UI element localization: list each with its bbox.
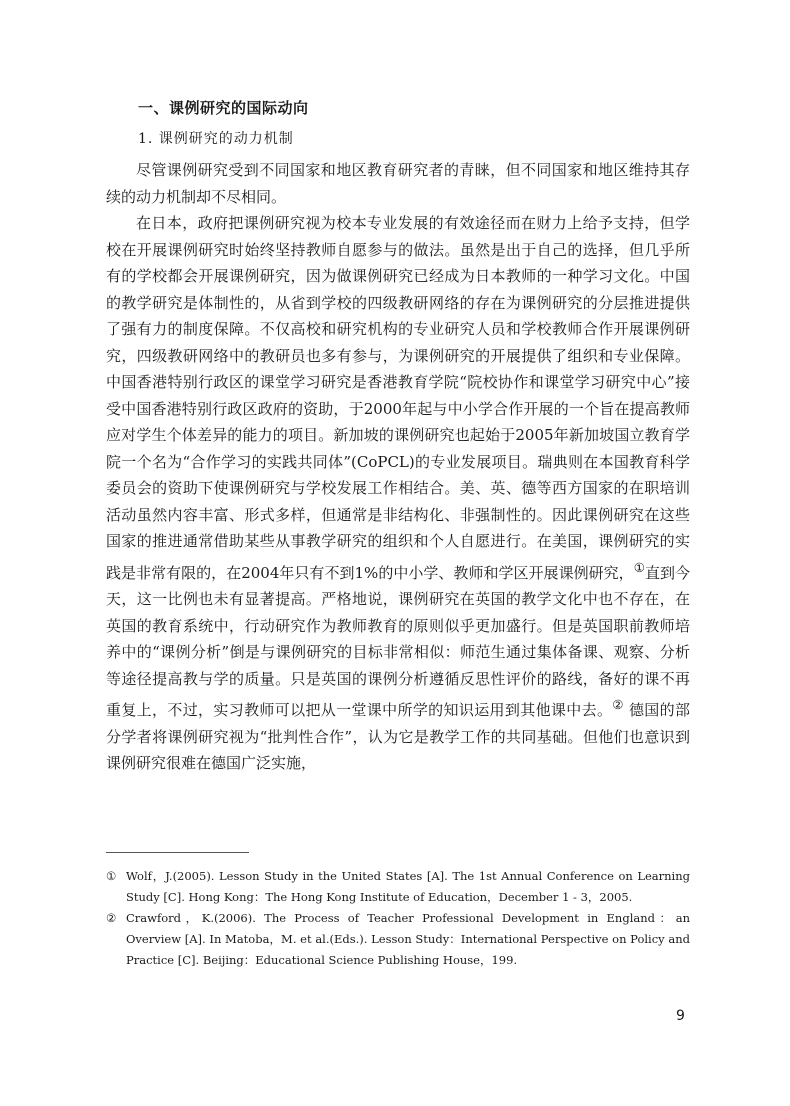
paragraph <box>106 157 690 210</box>
footnote <box>106 866 690 908</box>
paragraph-text: 尽管课例研究受到不同国家和地区教育研究者的青睐，但不同国家和地区维持其存续的动力机制却不尽相同。 <box>106 161 690 206</box>
paragraph <box>106 210 690 777</box>
footnote-text: Crawford，K.(2006). The Process of Teacher Professional Development in England：an Overview [A]. In Matoba，M. et al.(Eds.). Lesson Study：International Perspective on Policy and Practice [C]. Beijing：Educational Science Publishing House，199. <box>126 911 690 967</box>
paragraph-text: 在日本，政府把课例研究视为校本专业发展的有效途径而在财力上给予支持，但学校在开展课例研究时始终坚持教师自愿参与的做法。虽然是出于自己的选择，但几乎所有的学校都会开展课例研究，因为做课例研究已经成为日本教师的一种学习文化。中国的教学研究是体制性的，从省到学校的四级教研网络的存在为课例研究的分层推进提供了强有力的制度保障。不仅高校和研究机构的专业研究人员和学校教师合作开展课例研究，四级教研网络中的教研员也多有参与，为课例研究的开展提供了组织和专业保障。中国香港特别行政区的课堂学习研究是香港教育学院“院校协作和课堂学习研究中心”接受中国香港特别行政区政府的资助，于2000年起与中小学合作开展的一个旨在提高教师应对学生个体差异的能力的项目。新加坡的课例研究也起始于2005年新加坡国立教育学院一个名为“合作学习的实践共同体”(CoPCL)的专业发展项目。瑞典则在本国教育科学委员会的资助下使课例研究与学校发展工作相结合。美、英、德等西方国家的在职培训活动虽然内容丰富、形式多样，但通常是非结构化、非强制性的。因此课例研究在这些国家的推进通常借助某些从事教学研究的组织和个人自愿进行。在美国，课例研究的实践是非常有限的，在2004年只有不到1%的中小学、教师和学区开展课例研究， <box>106 214 690 582</box>
footnote-ref: ① <box>633 559 645 575</box>
footnote-ref: ② <box>612 697 624 712</box>
footnote <box>106 908 690 971</box>
footnotes <box>106 866 690 971</box>
footnote-divider <box>106 852 249 853</box>
footnote-text: Wolf，J.(2005). Lesson Study in the United States [A]. The 1st Annual Conference on Learning Study [C]. Hong Kong：The Hong Kong Institute of Education，December 1 - 3，2005. <box>126 869 690 904</box>
footnote-mark: ② <box>106 911 117 925</box>
subsection-heading: 1. 课例研究的动力机制 <box>138 131 294 147</box>
paragraph-text: 德国的部分学者将课例研究视为“批判性合作”，认为它是教学工作的共同基础。但他们也意识到课例研究很难在德国广泛实施， <box>106 701 690 772</box>
paragraph-text: 直到今天，这一比例也未有显著提高。严格地说，课例研究在英国的教学文化中也不存在，在英国的教育系统中，行动研究作为教师教育的原则似乎更加盛行。但是英国职前教师培养中的“课例分析”倒是与课例研究的目标非常相似：师范生通过集体备课、观察、分析等途径提高教与学的质量。只是英国的课例分析遵循反思性评价的路线，备好的课不再重复上，不过，实习教师可以把从一堂课中所学的知识运用到其他课中去。 <box>106 563 690 719</box>
footnote-mark: ① <box>106 869 117 883</box>
body-text <box>106 157 690 777</box>
section-heading: 一、课例研究的国际动向 <box>138 99 309 117</box>
page-number: 9 <box>676 1008 685 1024</box>
